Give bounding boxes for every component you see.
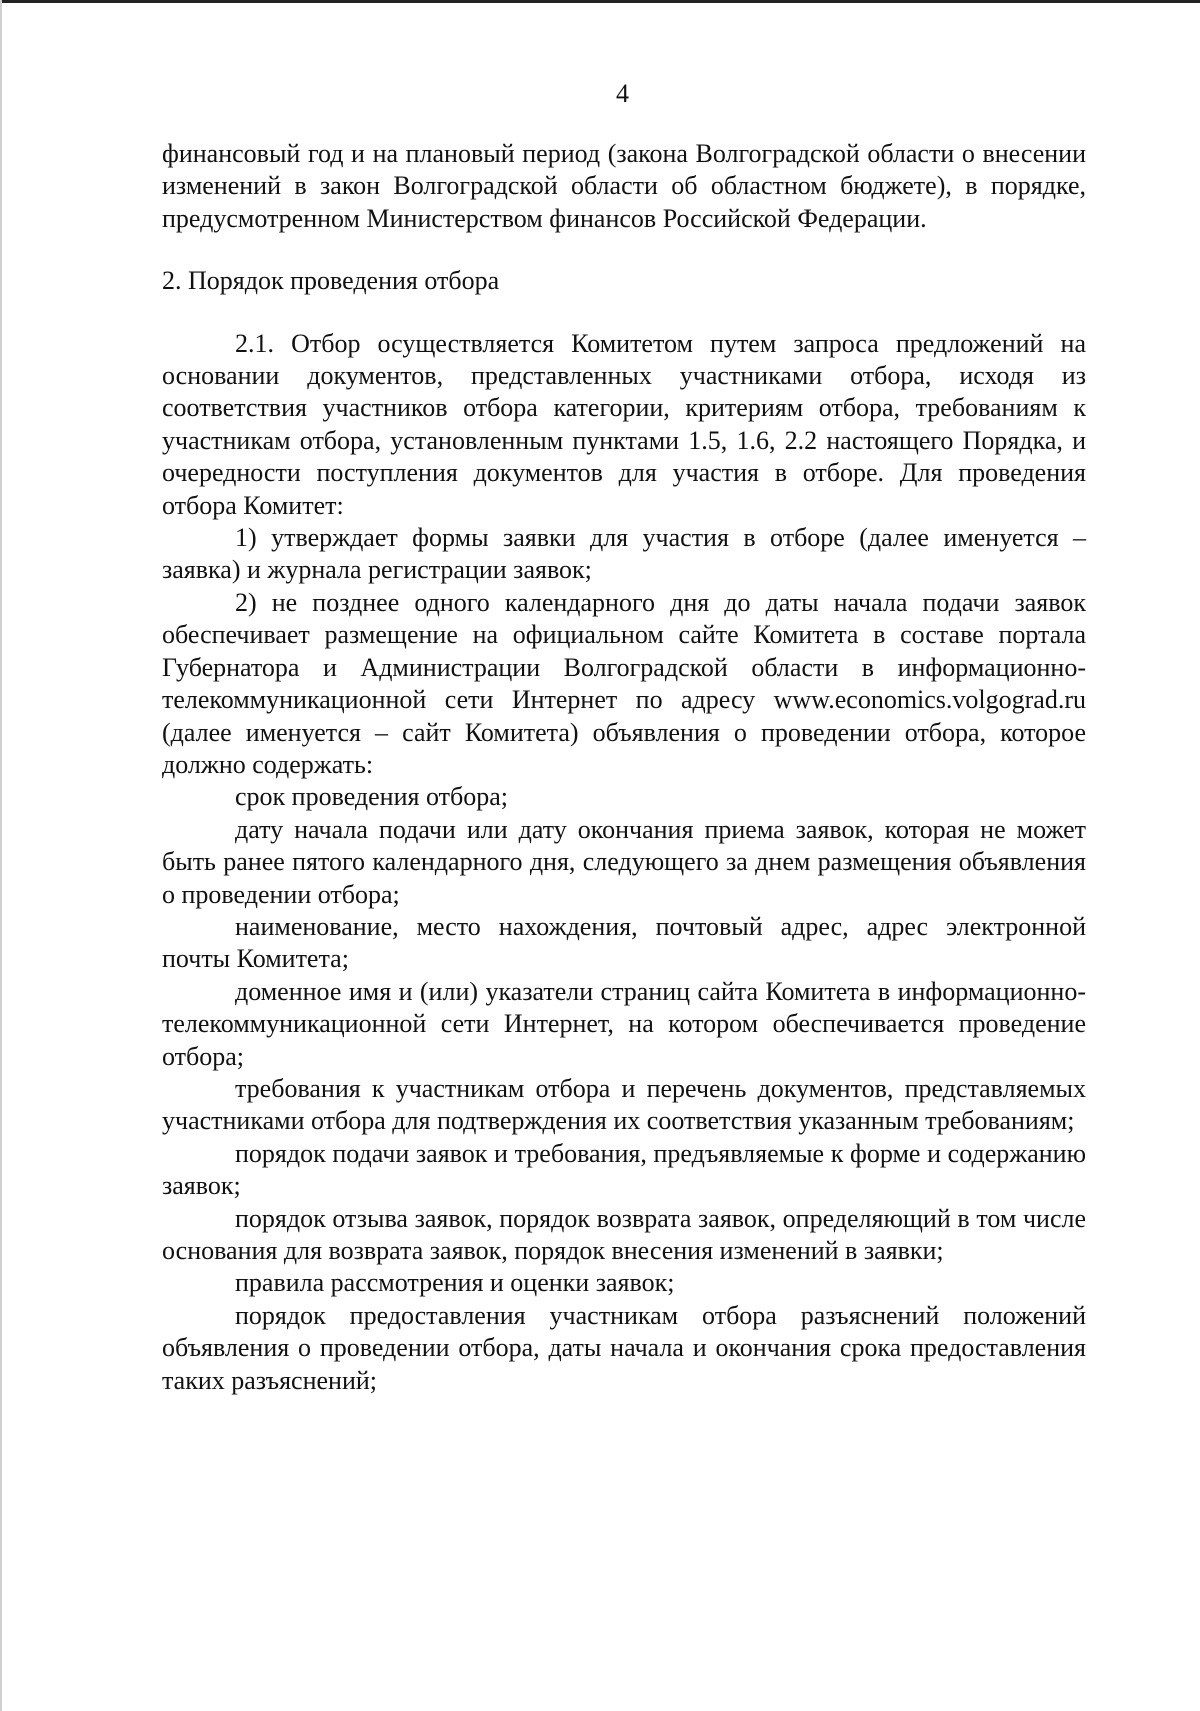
document-body [162, 138, 1086, 1397]
intro-paragraph: финансовый год и на плановый период (закона Волгоградской области о внесении изменений в закон Волгоградской области об областном бюджете), в порядке, предусмотренном Министерством финансов Российской Федерации. [162, 139, 1086, 233]
list-item-evaluation: правила рассмотрения и оценки заявок; [235, 1268, 675, 1298]
paragraph-2-1: 2.1. Отбор осуществляется Комитетом путем запроса предложений на основании документов, представленных участниками отбора, исходя из соответствия участников отбора категории, критериям отбора, требованиям к участникам отбора, установленным пунктами 1.5, 1.6, 2.2 настоящего Порядка, и очередности поступления документов для участия в отборе. Для проведения отбора Комитет: [162, 328, 1086, 520]
scan-top-edge [0, 0, 1200, 3]
paragraph-item-1: 1) утверждает формы заявки для участия в отборе (далее именуется – заявка) и журнала регистрации заявок; [162, 523, 1086, 585]
list-item-domain: доменное имя и (или) указатели страниц сайта Комитета в информационно-телекоммуникационной сети Интернет, на котором обеспечивается проведение отбора; [162, 976, 1086, 1071]
list-item-requirements: требования к участникам отбора и перечень документов, представляемых участниками отбора для подтверждения их соответствия указанным требованиям; [162, 1073, 1086, 1136]
list-item-term: срок проведения отбора; [235, 782, 508, 812]
list-item-clarifications: порядок предоставления участникам отбора разъяснений положений объявления о проведении отбора, даты начала и окончания срока предоставления таких разъяснений; [162, 1300, 1086, 1395]
list-item-withdrawal: порядок отзыва заявок, порядок возврата заявок, определяющий в том числе основания для возврата заявок, порядок внесения изменений в заявки; [162, 1203, 1086, 1265]
scan-left-edge [0, 0, 2, 1711]
list-item-dates: дату начала подачи или дату окончания приема заявок, которая не может быть ранее пятого календарного дня, следующего за днем размещения объявления о проведении отбора; [162, 814, 1086, 909]
page-number: 4 [616, 79, 629, 108]
section-title: 2. Порядок проведения отбора [162, 266, 500, 296]
list-item-submission: порядок подачи заявок и требования, предъявляемые к форме и содержанию заявок; [162, 1138, 1086, 1201]
paragraph-item-2: 2) не позднее одного календарного дня до даты начала подачи заявок обеспечивает размещение на официальном сайте Комитета в составе портала Губернатора и Администрации Волгоградской области в информационно-телекоммуникационной сети Интернет по адресу www.economics.volgograd.ru (далее именуется – сайт Комитета) объявления о проведении отбора, которое должно содержать: [162, 587, 1086, 779]
list-item-contacts: наименование, место нахождения, почтовый адрес, адрес электронной почты Комитета; [162, 911, 1086, 974]
